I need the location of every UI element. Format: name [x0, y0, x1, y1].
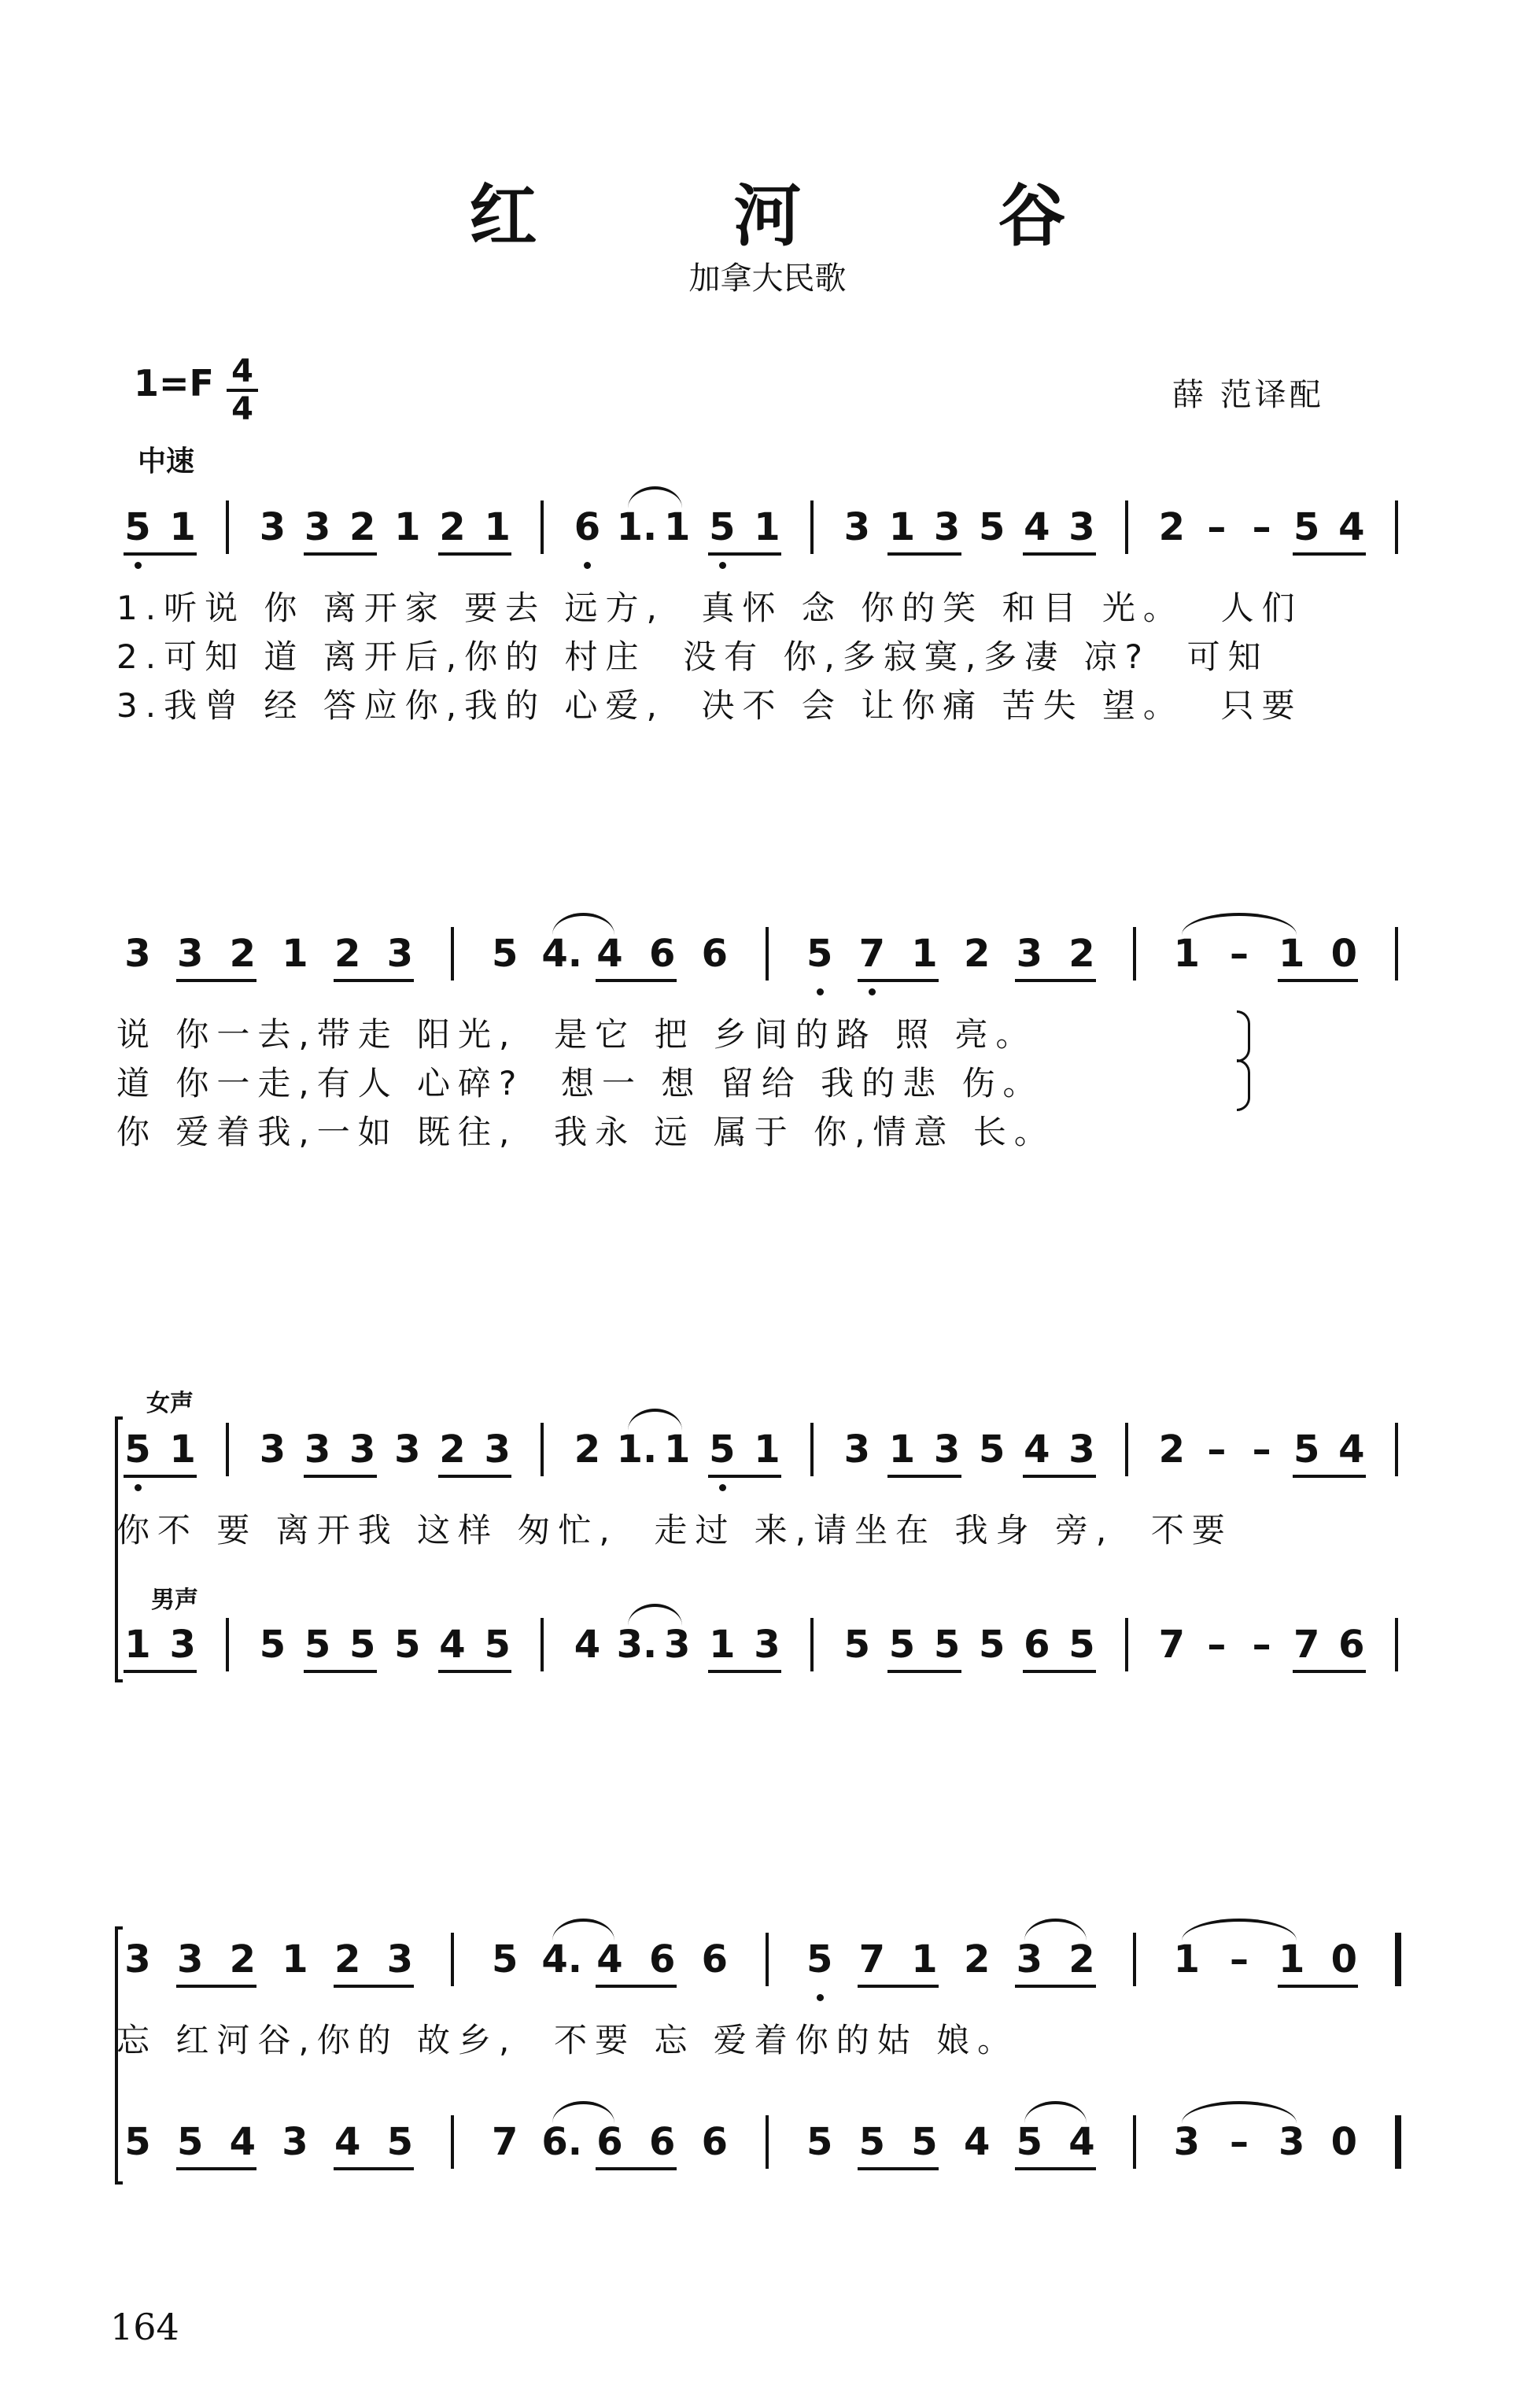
- note: 1: [754, 1427, 780, 1472]
- lyric-line: [0, 2015, 1535, 2059]
- note: 5: [394, 1623, 421, 1667]
- octave-dot: [135, 1484, 142, 1491]
- note: 7: [858, 932, 886, 976]
- tie-slur: [552, 2101, 614, 2123]
- barline: [766, 1933, 769, 1986]
- note: –: [1252, 505, 1271, 549]
- note: 4: [574, 1623, 601, 1667]
- note: 1: [169, 1427, 196, 1472]
- beam: [887, 1670, 961, 1673]
- lyric-bracket: [1237, 1059, 1250, 1111]
- lyric-text: 3.我曾 经 答应你,我的 心爱, 决不 会 让你痛 苦失 望。 只要: [116, 686, 1303, 725]
- note: 1: [888, 505, 916, 549]
- beam: [176, 1985, 257, 1988]
- note: 4.: [541, 1937, 582, 1981]
- note: 1: [1173, 932, 1201, 976]
- note: 1: [709, 1623, 736, 1667]
- notation-row: [0, 1426, 1535, 1489]
- barline: [451, 1933, 454, 1986]
- beam: [176, 979, 257, 982]
- barline: [810, 1618, 814, 1671]
- note: 5: [484, 1623, 511, 1667]
- barline: [451, 927, 454, 981]
- note: 3: [304, 1427, 331, 1472]
- note: 5: [709, 505, 736, 549]
- octave-dot: [584, 562, 591, 569]
- note: 3: [754, 1623, 780, 1667]
- female-voice-label: 女声: [146, 1390, 194, 1417]
- note: 1: [664, 1427, 691, 1472]
- beam: [887, 552, 961, 556]
- barline: [451, 2115, 454, 2169]
- note: 5: [124, 1427, 151, 1472]
- beam: [438, 1475, 511, 1478]
- lyric-text: 说 你一去,带走 阳光, 是它 把 乡间的路 照 亮。: [116, 1015, 1037, 1054]
- note: 5: [176, 2120, 204, 2164]
- beam: [124, 552, 197, 556]
- barline: [766, 2115, 769, 2169]
- note: 2: [334, 932, 361, 976]
- beam: [1293, 1670, 1366, 1673]
- barline: [1133, 1933, 1136, 1986]
- note: 5: [979, 1427, 1005, 1472]
- barline: [810, 1423, 814, 1476]
- note: 2: [439, 1427, 466, 1472]
- barline: [226, 1618, 229, 1671]
- note: 5: [806, 2120, 833, 2164]
- note: 2: [349, 505, 376, 549]
- male-voice-label: 男声: [151, 1586, 198, 1614]
- lyric-text: 你不 要 离开我 这样 匆忙, 走过 来,请坐在 我身 旁, 不要: [116, 1511, 1233, 1549]
- note: 5: [979, 505, 1005, 549]
- note: 4: [1068, 2120, 1095, 2164]
- note: 7: [858, 1937, 886, 1981]
- key-signature: 1=F: [134, 362, 214, 404]
- note: 4: [1338, 1427, 1365, 1472]
- note: 1: [394, 505, 421, 549]
- note: 6: [701, 2120, 729, 2164]
- note: 4: [1024, 505, 1050, 549]
- octave-dot: [817, 1994, 824, 2001]
- beam: [334, 2167, 415, 2170]
- barline: [226, 1423, 229, 1476]
- note: 1.: [616, 505, 658, 549]
- notation-row: [0, 1621, 1535, 1684]
- beam: [596, 1985, 677, 1988]
- beam: [596, 2167, 677, 2170]
- notation-row: [0, 930, 1535, 993]
- note: 5: [933, 1623, 961, 1667]
- note: 7: [1158, 1623, 1185, 1667]
- note: 2: [963, 1937, 991, 1981]
- note: 2: [334, 1937, 361, 1981]
- note: 6: [648, 932, 676, 976]
- note: 3: [124, 932, 151, 976]
- barline: [1133, 927, 1136, 981]
- note: 5: [259, 1623, 286, 1667]
- note: 1: [169, 505, 196, 549]
- note: –: [1230, 2120, 1249, 2164]
- lyric-text: 你 爱着我,一如 既往, 我永 远 属于 你,情意 长。: [116, 1113, 1055, 1151]
- beam: [1015, 2167, 1096, 2170]
- note: 4: [596, 1937, 623, 1981]
- tie-slur: [552, 1919, 614, 1941]
- lyric-line: [0, 582, 1535, 627]
- lyric-line: [0, 631, 1535, 676]
- note: 5: [1068, 1623, 1095, 1667]
- final-barline: [1395, 2115, 1401, 2169]
- note: –: [1207, 1427, 1227, 1472]
- barline: [541, 1618, 544, 1671]
- note: 3: [1016, 932, 1043, 976]
- beam: [334, 1985, 415, 1988]
- note: 1.: [616, 1427, 658, 1472]
- beam: [124, 1670, 197, 1673]
- beam: [304, 1670, 377, 1673]
- note: 5: [1293, 505, 1320, 549]
- note: 5: [491, 1937, 518, 1981]
- barline: [1395, 1618, 1398, 1671]
- beam: [304, 552, 377, 556]
- note: 3: [664, 1623, 691, 1667]
- notation-row: [0, 2118, 1535, 2181]
- note: 1: [124, 1623, 151, 1667]
- note: 5: [979, 1623, 1005, 1667]
- note: 3: [176, 932, 204, 976]
- meter-top: 4: [231, 353, 253, 390]
- note: 3: [843, 505, 870, 549]
- note: 5: [806, 1937, 833, 1981]
- note: 3: [304, 505, 331, 549]
- note: 2: [229, 1937, 256, 1981]
- beam: [708, 552, 781, 556]
- note: 5: [858, 2120, 886, 2164]
- note: 3: [259, 1427, 286, 1472]
- note: 6: [574, 505, 601, 549]
- note: –: [1230, 932, 1249, 976]
- note: 6: [596, 2120, 623, 2164]
- barline: [810, 500, 814, 554]
- note: 5: [1293, 1427, 1320, 1472]
- tie-slur: [1182, 2101, 1296, 2123]
- beam: [124, 1475, 197, 1478]
- beam: [1293, 552, 1366, 556]
- note: 1: [484, 505, 511, 549]
- note: 5: [843, 1623, 870, 1667]
- note: 3: [1173, 2120, 1201, 2164]
- note: 3: [124, 1937, 151, 1981]
- lyric-text: 1.听说 你 离开家 要去 远方, 真怀 念 你的笑 和目 光。 人们: [116, 589, 1303, 627]
- beam: [596, 979, 677, 982]
- note: 1: [282, 932, 308, 976]
- note: 1: [911, 932, 938, 976]
- note: 6: [701, 932, 729, 976]
- tie-slur: [628, 486, 682, 508]
- beam: [334, 979, 415, 982]
- note: 5: [911, 2120, 938, 2164]
- note: 6.: [541, 2120, 582, 2164]
- beam: [1278, 979, 1359, 982]
- beam: [438, 552, 511, 556]
- note: –: [1230, 1937, 1249, 1981]
- note: 3: [282, 2120, 308, 2164]
- beam: [887, 1475, 961, 1478]
- octave-dot: [817, 988, 824, 995]
- note: 3: [933, 1427, 961, 1472]
- arranger-credit: 薛 范译配: [1172, 377, 1324, 413]
- note: 3: [394, 1427, 421, 1472]
- note: 5: [709, 1427, 736, 1472]
- octave-dot: [869, 988, 876, 995]
- note: 5: [386, 2120, 414, 2164]
- system-bracket: [115, 1416, 123, 1682]
- beam: [304, 1475, 377, 1478]
- beam: [1015, 979, 1096, 982]
- lyric-line: [0, 680, 1535, 725]
- barline: [541, 1423, 544, 1476]
- tempo-marking: 中速: [138, 445, 195, 478]
- note: 3: [1278, 2120, 1305, 2164]
- note: 1: [1173, 1937, 1201, 1981]
- barline: [1395, 1423, 1398, 1476]
- note: 5: [888, 1623, 916, 1667]
- note: 4: [439, 1623, 466, 1667]
- barline: [766, 927, 769, 981]
- note: 3: [843, 1427, 870, 1472]
- note: 4: [963, 2120, 991, 2164]
- note: 6: [1338, 1623, 1365, 1667]
- tie-slur: [1024, 2101, 1087, 2123]
- note: 1: [911, 1937, 938, 1981]
- note: 0: [1330, 1937, 1358, 1981]
- notation-row: [0, 1936, 1535, 1999]
- note: –: [1252, 1427, 1271, 1472]
- notation-row: [0, 504, 1535, 567]
- note: 7: [491, 2120, 518, 2164]
- lyric-text: 道 你一走,有人 心碎? 想一 想 留给 我的悲 伤。: [116, 1064, 1044, 1102]
- note: 6: [1024, 1623, 1050, 1667]
- barline: [1395, 927, 1398, 981]
- note: 4.: [541, 932, 582, 976]
- beam: [1278, 1985, 1359, 1988]
- note: 5: [349, 1623, 376, 1667]
- note: 5: [1016, 2120, 1043, 2164]
- note: 5: [124, 2120, 151, 2164]
- note: 1: [282, 1937, 308, 1981]
- note: –: [1252, 1623, 1271, 1667]
- lyric-text: 忘 红河谷,你的 故乡, 不要 忘 爱着你的姑 娘。: [116, 2021, 1019, 2059]
- note: 2: [439, 505, 466, 549]
- lyric-line: [0, 1505, 1535, 1549]
- barline: [1133, 2115, 1136, 2169]
- note: 2: [1158, 505, 1185, 549]
- note: 1: [754, 505, 780, 549]
- note: 3: [933, 505, 961, 549]
- tie-slur: [1182, 1919, 1296, 1941]
- lyric-line: [0, 1058, 1535, 1102]
- beam: [858, 1985, 939, 1988]
- tie-slur: [1024, 1919, 1087, 1941]
- octave-dot: [719, 562, 726, 569]
- note: 2: [1158, 1427, 1185, 1472]
- barline: [1125, 1423, 1128, 1476]
- note: 3: [386, 1937, 414, 1981]
- octave-dot: [719, 1484, 726, 1491]
- lyric-bracket: [1237, 1010, 1250, 1062]
- note: 6: [648, 2120, 676, 2164]
- note: 1: [1278, 1937, 1305, 1981]
- beam: [858, 2167, 939, 2170]
- note: 4: [229, 2120, 256, 2164]
- lyric-line: [0, 1106, 1535, 1151]
- note: 4: [1024, 1427, 1050, 1472]
- tie-slur: [552, 913, 614, 935]
- tie-slur: [628, 1604, 682, 1626]
- note: 3: [169, 1623, 196, 1667]
- beam: [708, 1475, 781, 1478]
- note: 1: [664, 505, 691, 549]
- note: –: [1207, 505, 1227, 549]
- beam: [858, 979, 939, 982]
- note: 5: [806, 932, 833, 976]
- note: 3: [1016, 1937, 1043, 1981]
- note: 0: [1330, 932, 1358, 976]
- song-title: 红 河 谷: [469, 176, 1153, 256]
- note: –: [1207, 1623, 1227, 1667]
- note: 6: [701, 1937, 729, 1981]
- lyric-text: 2.可知 道 离开后,你的 村庄 没有 你,多寂寞,多凄 凉? 可知: [116, 637, 1269, 676]
- note: 1: [888, 1427, 916, 1472]
- system-bracket: [115, 1926, 123, 2185]
- note: 4: [596, 932, 623, 976]
- note: 5: [304, 1623, 331, 1667]
- beam: [1023, 1670, 1096, 1673]
- note: 5: [124, 505, 151, 549]
- note: 3: [349, 1427, 376, 1472]
- note: 3: [1068, 505, 1095, 549]
- time-signature: [227, 353, 258, 427]
- note: 5: [491, 932, 518, 976]
- note: 3: [259, 505, 286, 549]
- note: 3.: [616, 1623, 658, 1667]
- barline: [541, 500, 544, 554]
- note: 3: [386, 932, 414, 976]
- tie-slur: [628, 1409, 682, 1431]
- barline: [1125, 500, 1128, 554]
- note: 4: [1338, 505, 1365, 549]
- page-number: 164: [110, 2306, 179, 2348]
- note: 2: [1068, 1937, 1095, 1981]
- beam: [176, 2167, 257, 2170]
- song-subtitle: 加拿大民歌: [688, 260, 847, 297]
- beam: [438, 1670, 511, 1673]
- note: 2: [1068, 932, 1095, 976]
- barline: [1125, 1618, 1128, 1671]
- beam: [1023, 552, 1096, 556]
- barline: [226, 500, 229, 554]
- note: 7: [1293, 1623, 1320, 1667]
- note: 3: [176, 1937, 204, 1981]
- note: 0: [1330, 2120, 1358, 2164]
- beam: [708, 1670, 781, 1673]
- octave-dot: [135, 562, 142, 569]
- note: 1: [1278, 932, 1305, 976]
- note: 2: [963, 932, 991, 976]
- note: 6: [648, 1937, 676, 1981]
- lyric-line: [0, 1009, 1535, 1054]
- note: 4: [334, 2120, 361, 2164]
- note: 2: [229, 932, 256, 976]
- beam: [1015, 1985, 1096, 1988]
- beam: [1023, 1475, 1096, 1478]
- beam: [1293, 1475, 1366, 1478]
- tie-slur: [1182, 913, 1296, 935]
- barline: [1395, 500, 1398, 554]
- meter-bottom: 4: [231, 391, 253, 427]
- note: 3: [484, 1427, 511, 1472]
- note: 3: [1068, 1427, 1095, 1472]
- final-barline: [1395, 1933, 1401, 1986]
- note: 2: [574, 1427, 601, 1472]
